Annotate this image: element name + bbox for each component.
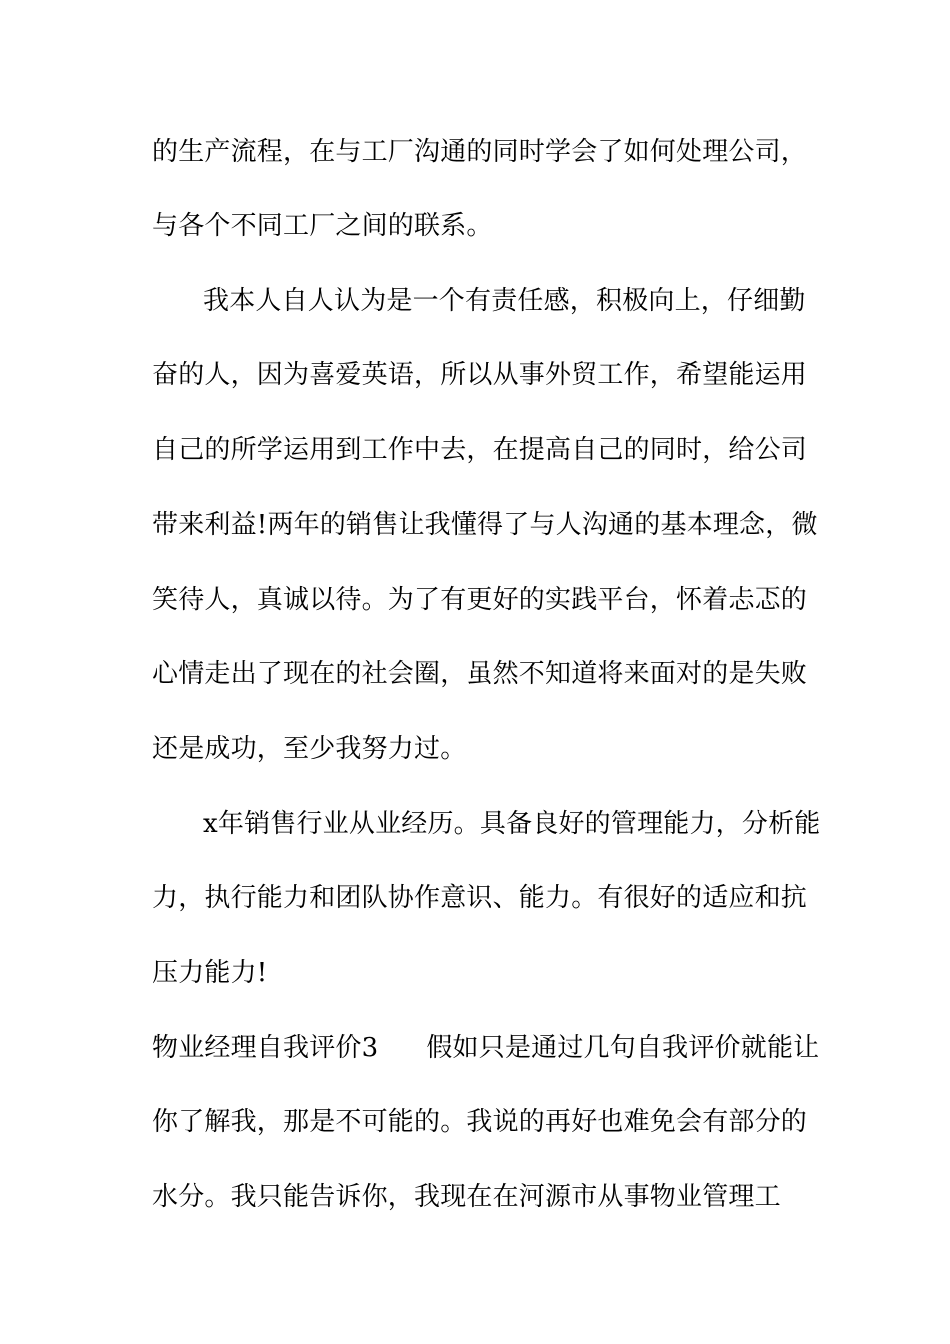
text-line: 笑待人，真诚以待。为了有更好的实践平台，怀着忐忑的 xyxy=(152,585,808,615)
text-line: 水分。我只能告诉你，我现在在河源市从事物业管理工 xyxy=(152,1182,781,1212)
text-line: 自己的所学运用到工作中去，在提高自己的同时，给公司 xyxy=(152,435,808,465)
text-line: 力，执行能力和团队协作意识、能力。有很好的适应和抗 xyxy=(152,883,808,913)
text-line: 心情走出了现在的社会圈，虽然不知道将来面对的是失败 xyxy=(152,659,808,689)
text-line: 还是成功，至少我努力过。 xyxy=(152,734,467,764)
text-line: 与各个不同工厂之间的联系。 xyxy=(152,211,493,241)
section-title: 物业经理自我评价3 xyxy=(152,1033,379,1063)
paragraph-first-line: 我本人自人认为是一个有责任感，积极向上，仔细勤 xyxy=(203,286,806,316)
paragraph-first-line: x年销售行业从业经历。具备良好的管理能力，分析能 xyxy=(203,809,821,839)
text-line: 带来利益!两年的销售让我懂得了与人沟通的基本理念，微 xyxy=(152,510,818,540)
text-line: 的生产流程，在与工厂沟通的同时学会了如何处理公司， xyxy=(152,137,808,167)
text-line: 你了解我，那是不可能的。我说的再好也难免会有部分的 xyxy=(152,1107,808,1137)
text-line: 压力能力! xyxy=(152,958,268,988)
section-first-line: 假如只是通过几句自我评价就能让 xyxy=(426,1033,820,1063)
section-heading-line xyxy=(152,1032,819,1064)
text-line: 奋的人，因为喜爱英语，所以从事外贸工作，希望能运用 xyxy=(152,360,808,390)
